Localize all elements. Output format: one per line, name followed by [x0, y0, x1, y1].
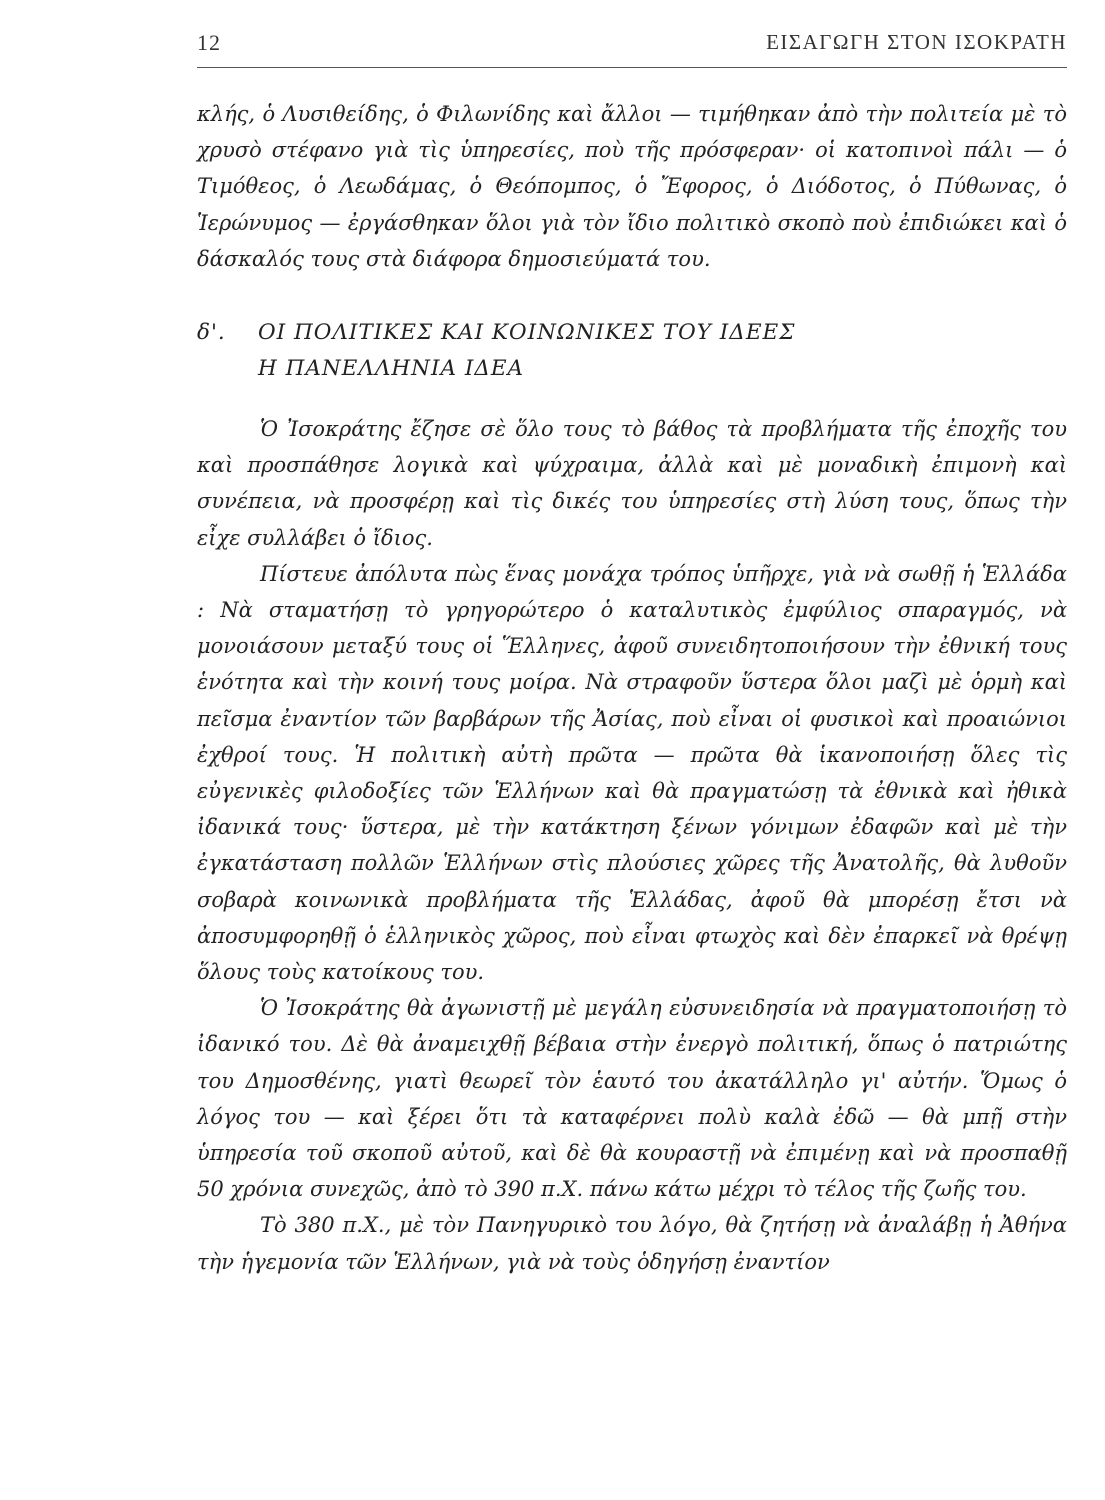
running-title: ΕΙΣΑΓΩΓΗ ΣΤΟΝ ΙΣΟΚΡΑΤΗ: [766, 30, 1067, 54]
paragraph: Ὁ Ἰσοκράτης θὰ ἀγωνιστῇ μὲ μεγάλη εὐσυνειδησία νὰ πραγματοποιήσῃ τὸ ἰδανικό του. Δὲ θὰ ἀναμειχθῇ βέβαια στὴν ἐνεργὸ πολιτική, ὅπως ὁ πατριώτης του Δημοσθένης, γιατὶ θεωρεῖ τὸν ἑαυτό του ἀκατάλληλο γι' αὐτήν. Ὅμως ὁ λόγος του — καὶ ξέρει ὅτι τὰ καταφέρνει πολὺ καλὰ ἐδῶ — θὰ μπῇ στὴν ὑπηρεσία τοῦ σκοποῦ αὐτοῦ, καὶ δὲ θὰ κουραστῇ νὰ ἐπιμένῃ καὶ νὰ προσπαθῇ 50 χρόνια συνεχῶς, ἀπὸ τὸ 390 π.Χ. πάνω κάτω μέχρι τὸ τέλος τῆς ζωῆς του.: [197, 996, 1067, 1202]
body-text: [197, 96, 1067, 1280]
paragraph: Πίστευε ἀπόλυτα πὼς ἕνας μονάχα τρόπος ὑπῆρχε, γιὰ νὰ σωθῇ ἡ Ἑλλάδα : Νὰ σταματήσῃ τὸ γρηγορώτερο ὁ καταλυτικὸς ἐμφύλιος σπαραγμός, νὰ μονοιάσουν μεταξύ τους οἱ Ἕλληνες, ἀφοῦ συνειδητοποιήσουν τὴν ἐθνική τους ἑνότητα καὶ τὴν κοινή τους μοίρα. Νὰ στραφοῦν ὕστερα ὅλοι μαζὶ μὲ ὁρμὴ καὶ πεῖσμα ἐναντίον τῶν βαρβάρων τῆς Ἀσίας, ποὺ εἶναι οἱ φυσικοὶ καὶ προαιώνιοι ἐχθροί τους. Ἡ πολιτικὴ αὐτὴ πρῶτα — πρῶτα θὰ ἱκανοποιήσῃ ὅλες τὶς εὐγενικὲς φιλοδοξίες τῶν Ἑλλήνων καὶ θὰ πραγματώσῃ τὰ ἐθνικὰ καὶ ἠθικὰ ἰδανικά τους· ὕστερα, μὲ τὴν κατάκτηση ξένων γόνιμων ἐδαφῶν καὶ μὲ τὴν ἐγκατάσταση πολλῶν Ἑλλήνων στὶς πλούσιες χῶρες τῆς Ἀνατολῆς, θὰ λυθοῦν σοβαρὰ κοινωνικὰ προβλήματα τῆς Ἑλλάδας, ἀφοῦ θὰ μπορέσῃ ἔτσι νὰ ἀποσυμφορηθῇ ὁ ἑλληνικὸς χῶρος, ποὺ εἶναι φτωχὸς καὶ δὲν ἐπαρκεῖ νὰ θρέψῃ ὅλους τοὺς κατοίκους του.: [197, 561, 1067, 985]
paragraph: Τὸ 380 π.Χ., μὲ τὸν Πανηγυρικὸ του λόγο, θὰ ζητήσῃ νὰ ἀναλάβῃ ἡ Ἀθήνα τὴν ἡγεμονία τῶν Ἑλλήνων, γιὰ νὰ τοὺς ὁδηγήσῃ ἐναντίον: [197, 1213, 1067, 1274]
section-number: δ'.: [197, 320, 226, 346]
running-head: [197, 30, 1067, 62]
page-number: 12: [197, 30, 221, 55]
paragraph-continuation: κλής, ὁ Λυσιθείδης, ὁ Φιλωνίδης καὶ ἄλλοι — τιμήθηκαν ἀπὸ τὴν πολιτεία μὲ τὸ χρυσὸ στέφανο γιὰ τὶς ὑπηρεσίες, ποὺ τῆς πρόσφεραν· οἱ κατοπινοὶ πάλι — ὁ Τιμόθεος, ὁ Λεωδάμας, ὁ Θεόπομπος, ὁ Ἔφορος, ὁ Διόδοτος, ὁ Πύθωνας, ὁ Ἱερώνυμος — ἐργάσθηκαν ὅλοι γιὰ τὸν ἴδιο πολιτικὸ σκοπὸ ποὺ ἐπιδιώκει καὶ ὁ δάσκαλός τους στὰ διάφορα δημοσιεύματά του.: [197, 102, 1067, 271]
header-rule: [197, 67, 1067, 68]
paragraph: Ὁ Ἰσοκράτης ἔζησε σὲ ὅλο τους τὸ βάθος τὰ προβλήματα τῆς ἐποχῆς του καὶ προσπάθησε λογικὰ καὶ ψύχραιμα, ἀλλὰ καὶ μὲ μοναδικὴ ἐπιμονὴ καὶ συνέπεια, νὰ προσφέρῃ καὶ τὶς δικές του ὑπηρεσίες στὴ λύση τους, ὅπως τὴν εἶχε συλλάβει ὁ ἴδιος.: [197, 417, 1067, 550]
section-heading-line-1: [197, 315, 1067, 351]
section-heading: [197, 315, 1067, 387]
section-subtitle: Η ΠΑΝΕΛΛΗΝΙΑ ΙΔΕΑ: [258, 356, 525, 382]
section-title: ΟΙ ΠΟΛΙΤΙΚΕΣ ΚΑΙ ΚΟΙΝΩΝΙΚΕΣ ΤΟΥ ΙΔΕΕΣ: [258, 320, 796, 346]
